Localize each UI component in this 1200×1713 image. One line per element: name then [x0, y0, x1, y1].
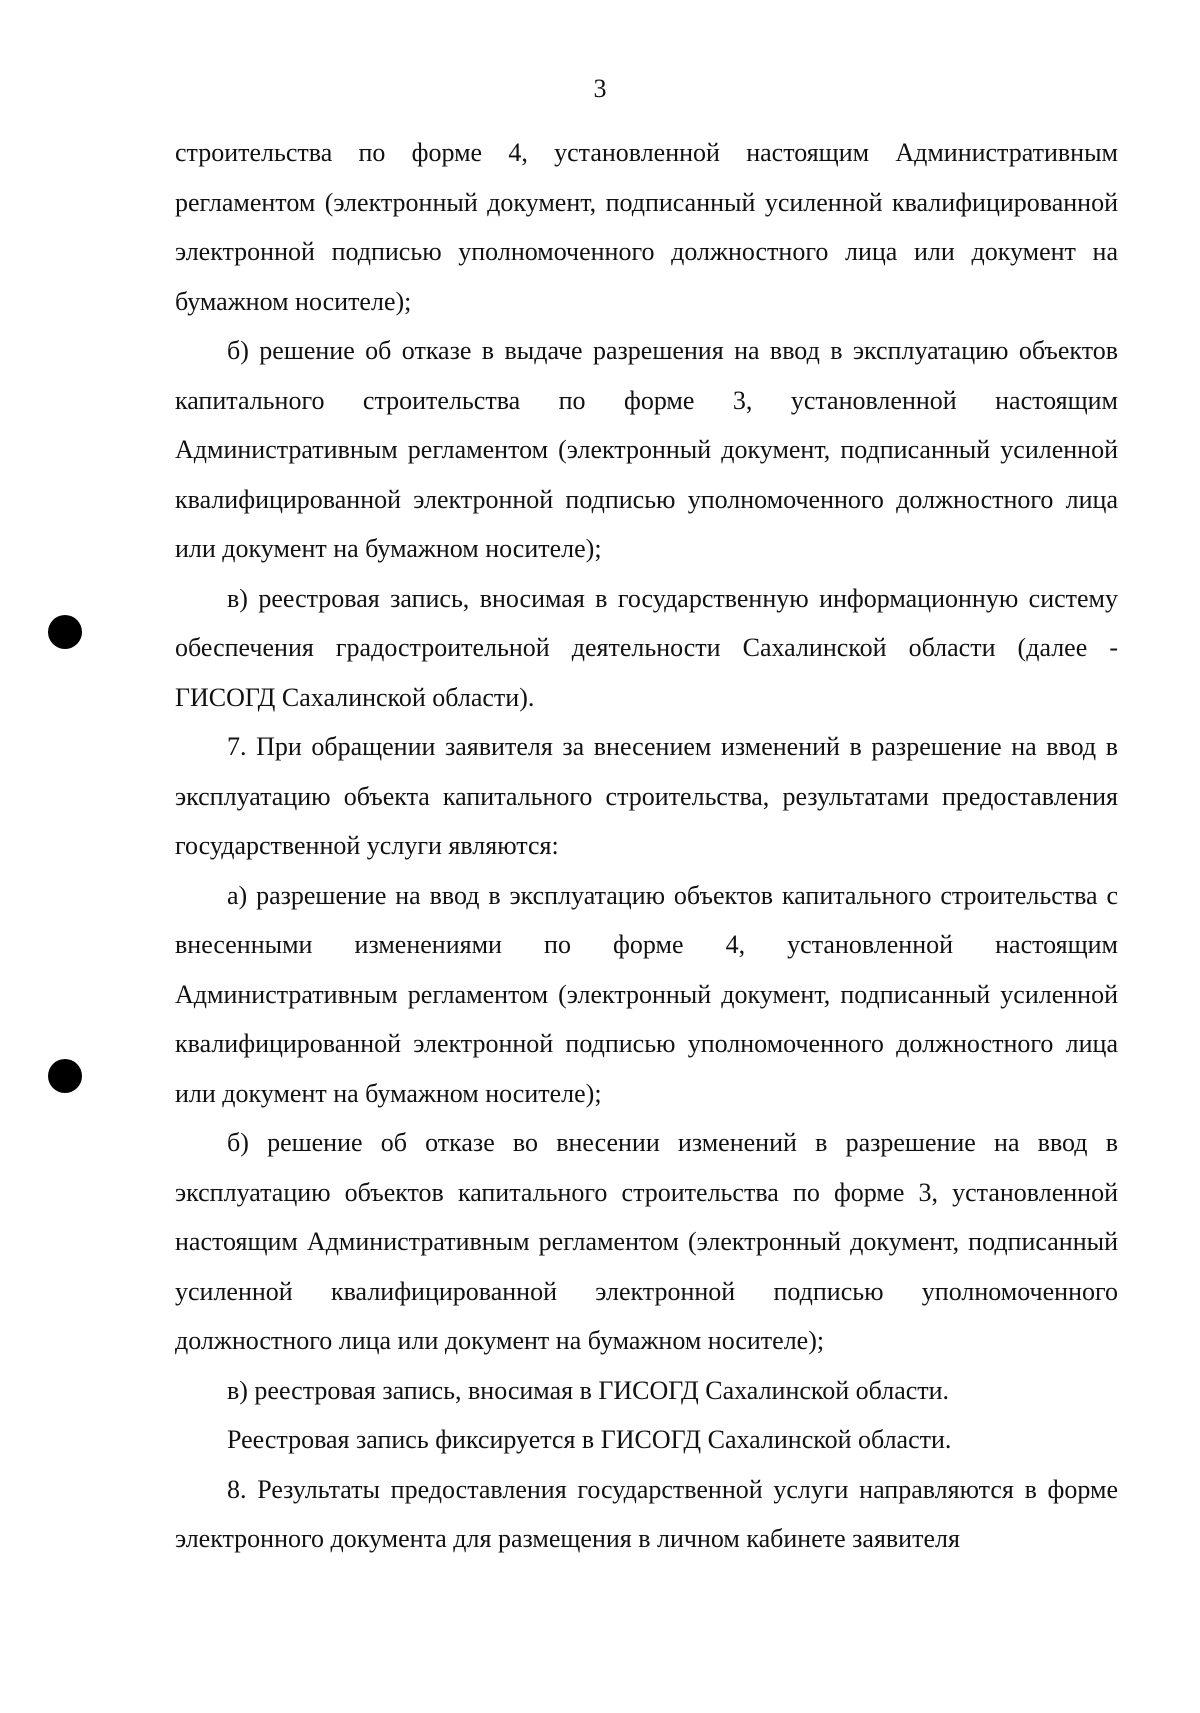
paragraph-section-8: 8. Результаты предоставления государственной услуги направляются в форме электронного документа для размещения в личном кабинете заявителя — [175, 1474, 1118, 1553]
paragraph-registry-note: Реестровая запись фиксируется в ГИСОГД Сахалинской области. — [227, 1425, 952, 1454]
punch-hole-mark — [48, 615, 82, 649]
paragraph-item-a: а) разрешение на ввод в эксплуатацию объектов капитального строительства с внесенными изменениями по форме 4, установленной настоящим Административным регламентом (электронный документ, подписанный усиленной квалифицированной электронной подписью уполномоченного должностного лица или документ на бумажном носителе); — [175, 880, 1118, 1108]
paragraph-item-b: б) решение об отказе во внесении изменений в разрешение на ввод в эксплуатацию объектов капитального строительства по форме 3, установленной настоящим Административным регламентом (электронный документ, подписанный усиленной квалифицированной электронной подписью уполномоченного должностного лица или документ на бумажном носителе); — [175, 1128, 1118, 1355]
page-number: 3 — [593, 74, 607, 103]
document-body — [175, 128, 1118, 1564]
paragraph-item-v: в) реестровая запись, вносимая в ГИСОГД Сахалинской области. — [227, 1375, 950, 1405]
paragraph-item-b: б) решение об отказе в выдаче разрешения на ввод в эксплуатацию объектов капитального строительства по форме 3, установленной настоящим Административным регламентом (электронный документ, подписанный усиленной квалифицированной электронной подписью уполномоченного должностного лица или документ на бумажном носителе); — [175, 336, 1118, 563]
paragraph-continuation: строительства по форме 4, установленной настоящим Административным регламентом (электронный документ, подписанный усиленной квалифицированной электронной подписью уполномоченного должностного лица или документ на бумажном носителе); — [175, 138, 1118, 316]
paragraph-item-v: в) реестровая запись, вносимая в государственную информационную систему обеспечения градостроительной деятельности Сахалинской области (далее - ГИСОГД Сахалинской области). — [175, 583, 1118, 712]
punch-hole-mark — [48, 1059, 82, 1093]
paragraph-section-7: 7. При обращении заявителя за внесением изменений в разрешение на ввод в эксплуатацию объекта капитального строительства, результатами предоставления государственной услуги являются: — [175, 732, 1118, 860]
